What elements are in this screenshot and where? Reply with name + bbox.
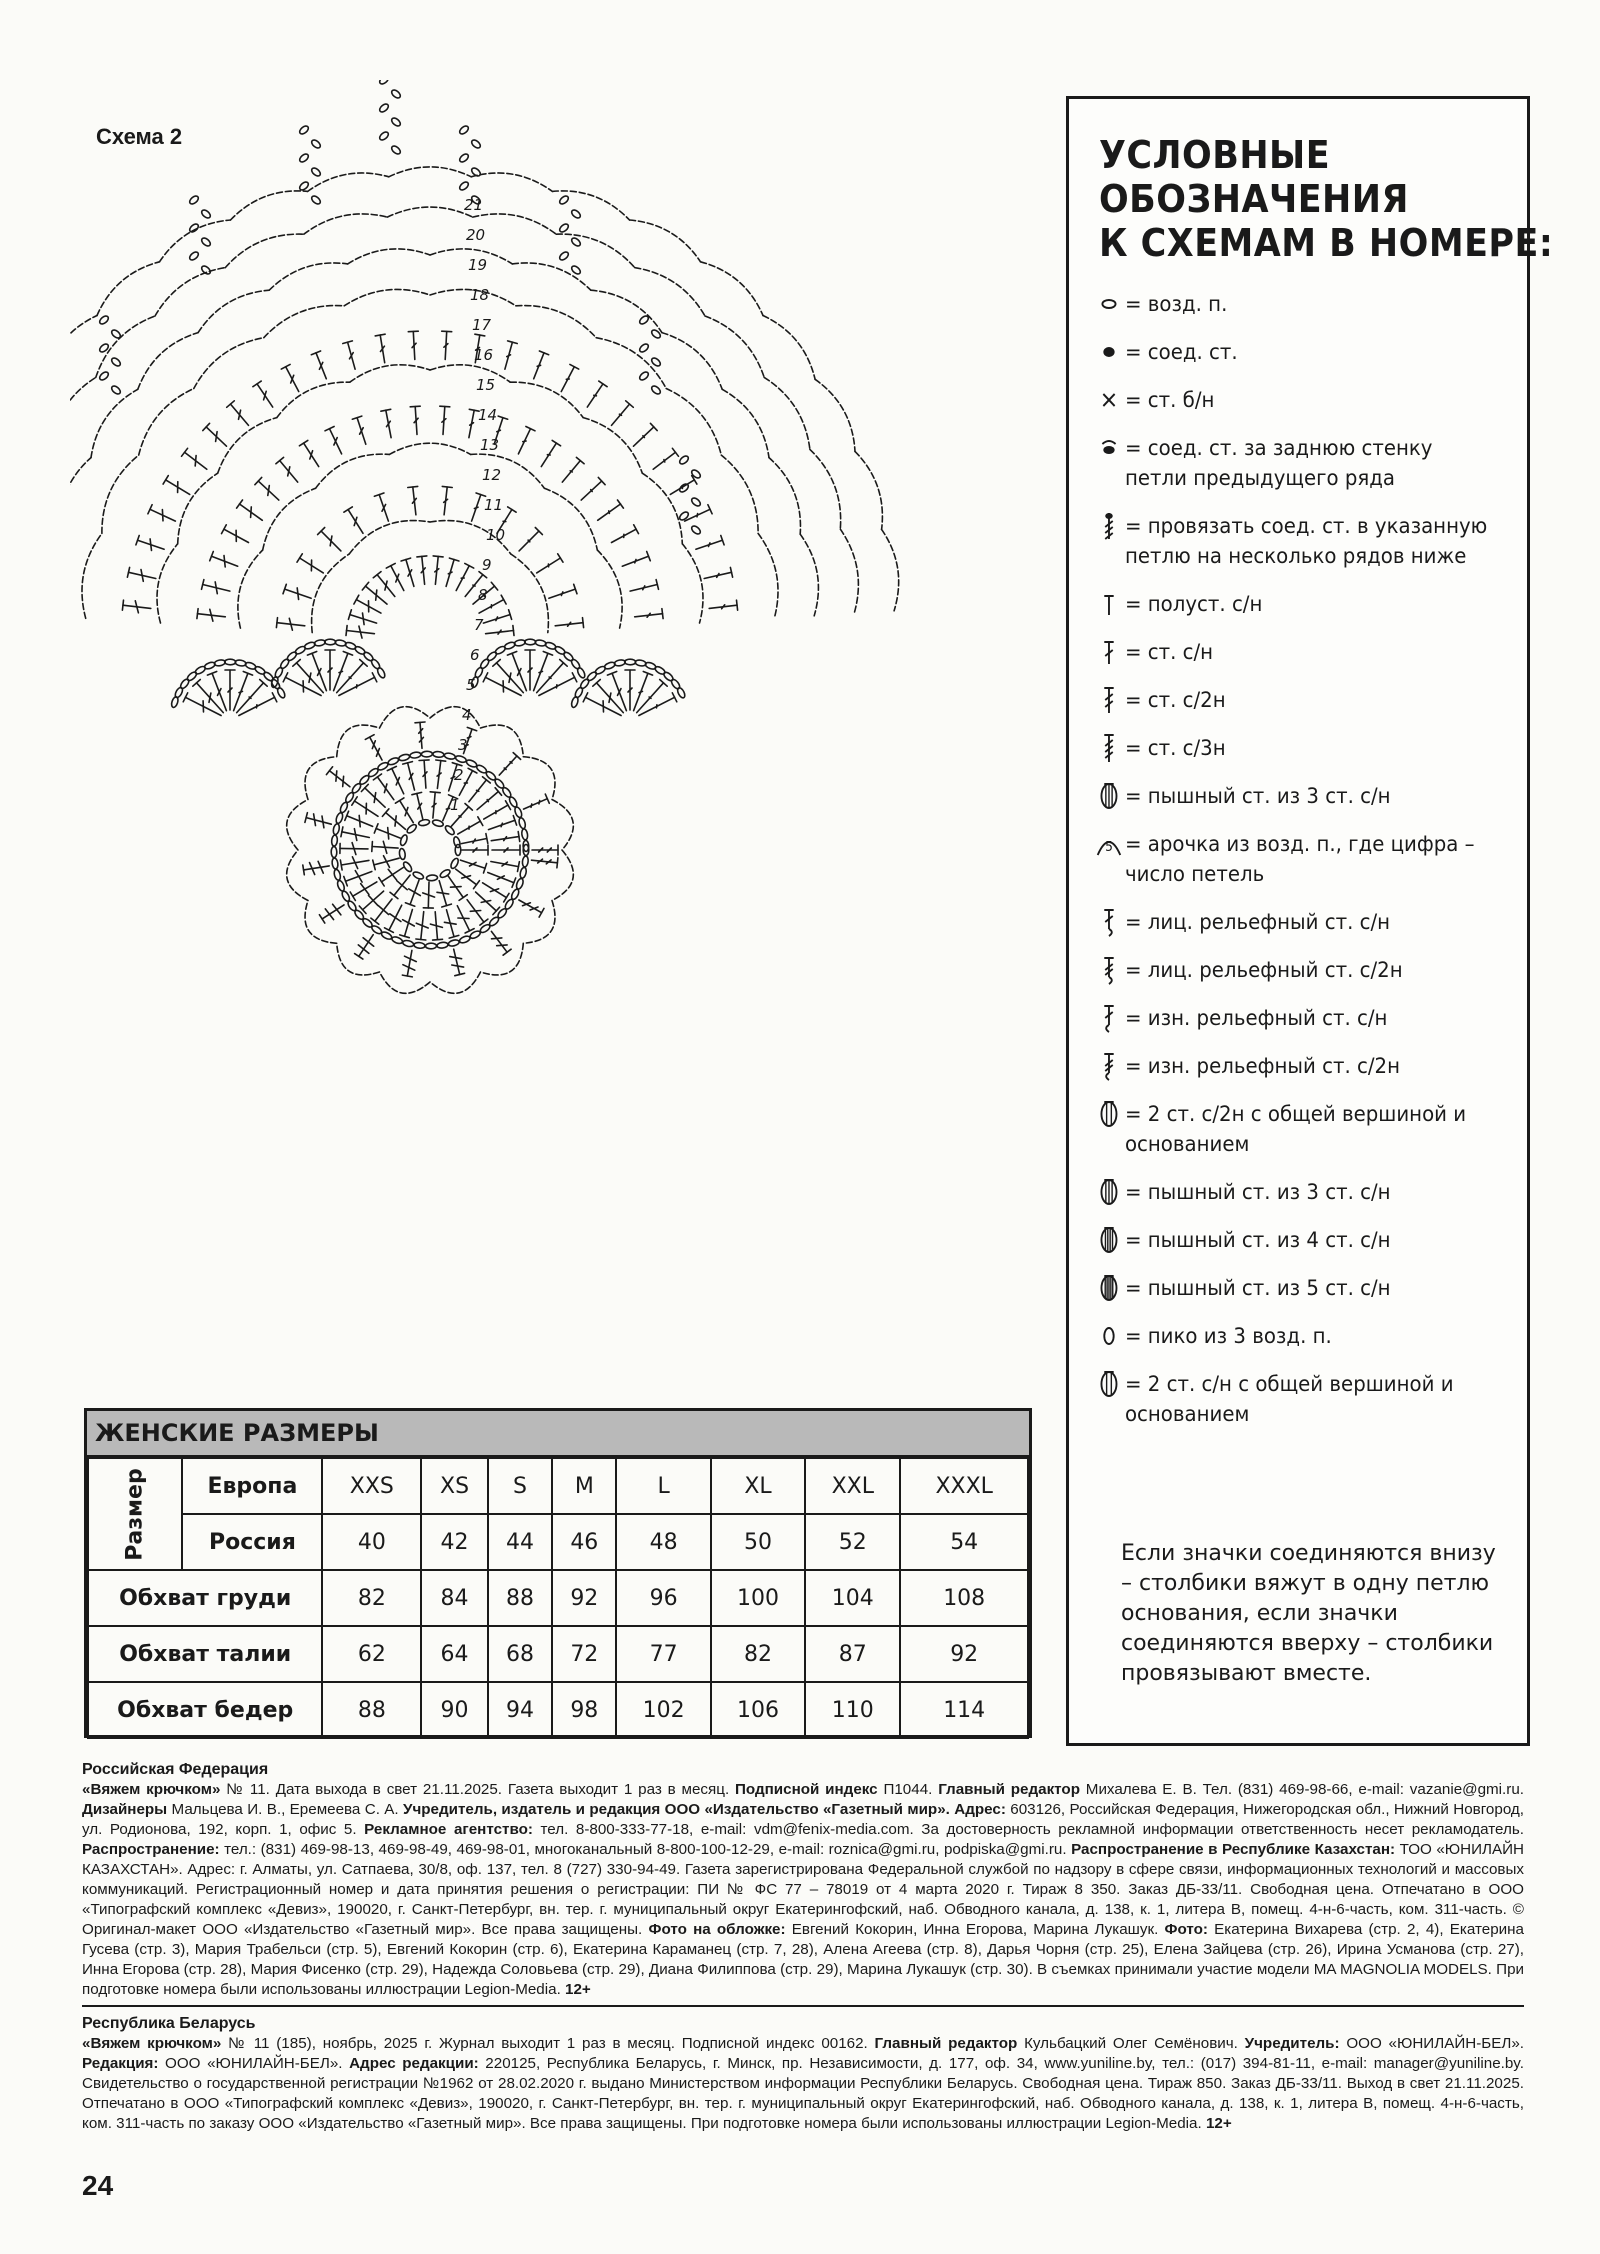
- chain-scallop: [512, 263, 591, 290]
- chain-scallop: [481, 943, 524, 975]
- back-post-tr-icon: [1093, 1051, 1125, 1081]
- size-cell: 50: [711, 1514, 805, 1570]
- size-cell: 88: [322, 1682, 421, 1738]
- legend-item: [1093, 1369, 1497, 1429]
- chain-scallop: [544, 488, 597, 550]
- imprint-segment: Фото:: [1164, 1921, 1208, 1938]
- chain-scallop: [344, 289, 430, 305]
- size-cell: L: [616, 1458, 710, 1514]
- divider: [82, 2005, 1524, 2007]
- size-cell: 72: [552, 1626, 616, 1682]
- size-cell: 46: [552, 1514, 616, 1570]
- chain-scallop: [705, 316, 764, 377]
- imprint-segment: Екатерина Вихарева (стр. 2, 4), Екатерина Гусева (стр. 3), Мария Трабельси (стр. 5), Евгений Кокорин (стр. 6), Екатерина Караманец (стр. 7, 28), Алена Агеева (стр. 8), Дарья Чорня (стр. 25), Елена Зайцева (стр. 26), Ирина Усманова (стр. 27), Инна Егорова (стр. 28), Мария Фисенко (стр. 29), Надежда Соловьева (стр. 29), Диана Филиппова (стр. 29), Марина Лукашук (стр. 30). В съемках принимали участие модели MA MAGNOLIA MODELS. При подготовке номера были использованы иллюстрации Legion-Media.: [82, 1921, 1524, 1998]
- chain-scallop: [287, 800, 308, 851]
- chain-scallop: [840, 529, 858, 613]
- chain-scallop: [810, 449, 841, 529]
- legend-item-text: = ст. с/н: [1124, 640, 1214, 664]
- stitch-fan: [340, 760, 520, 940]
- legend-item: [1093, 433, 1497, 493]
- chain-scallop: [763, 316, 815, 380]
- chain-scallop: [682, 544, 703, 623]
- treble-crochet-icon: [1093, 685, 1125, 715]
- imprint-segment: Адрес:: [954, 1801, 1006, 1818]
- puff-4-icon: [1093, 1225, 1125, 1255]
- pineapple-tip: [458, 124, 482, 205]
- chain-scallop: [305, 901, 337, 944]
- row-number: 18: [470, 286, 490, 304]
- size-cell: 92: [552, 1570, 616, 1626]
- row-number: 17: [472, 316, 492, 334]
- imprint-segment: 603126, Российская Федерация, Нижегородская обл., Нижний Новгород, ул. Родионова, 192, корп. 1, офис 5.: [82, 1801, 1525, 1838]
- row-number: 8: [478, 586, 488, 604]
- legend-item: [1093, 1177, 1497, 1207]
- chain-scallop: [758, 533, 778, 618]
- chain-scallop: [591, 290, 662, 332]
- imprint-segment: ТОО «ЮНИЛАЙН КАЗАХСТАН». Адрес: г. Алматы, ул. Сатпаева, 30/8, оф. 137, тел. 8 (727) 330-94-49. Газета зарегистрирована Федеральной службой по надзору в сфере связи, информационных технологий и массовых коммуникаций. Регистрационный номер и дата принятия решения о регистрации: ПИ № ФС 77 – 78019 от 4 марта 2020 г. Тираж 8 350. Заказ ДБ-33/11. Свободная цена. Отпечатано в ООО «Типографский комплекс «Девиз», 190020, г. Санкт-Петербург, вн. тер. г. муниципальный округ Екатерингофский, наб. Обводного канала, д. 138, к. 1, литера В, помещ. 4-н-6-часть, ком. 311-часть. © Оригинал-макет ООО «Издательство «Газетный мир». Все права защищены.: [82, 1841, 1524, 1938]
- imprint-segment: тел.: (831) 469-98-13, 469-98-49, 469-98-01, многоканальный 8-800-100-12-29, e-mail: roznica@gmi.ru, podpiska@gmi.ru.: [219, 1841, 1072, 1858]
- legend-item: [1093, 1051, 1497, 1081]
- size-row: [88, 1458, 1028, 1514]
- legend-item-text: = изн. рельефный ст. с/2н: [1124, 1054, 1400, 1078]
- legend-box: [1066, 96, 1554, 1746]
- chain-scallop: [389, 443, 470, 454]
- imprint-segment: 220125, Республика Беларусь, г. Минск, пр. Независимости, д. 177, оф. 34, www.yuniline.by, тел.: (017) 394-81-11, e-mail: manager@yuniline.by. Свидетельство о государственной регистрации №1962 от 28.02.2020 г. выдано Министерством информации Республики Беларусь. Свободная цена. Тираж 850. Заказ ДБ-33/11. Выход в свет 21.11.2025. Отпечатано в ООО «Типографский комплекс «Девиз», 190020, г. Санкт-Петербург, вн. тер. г. муниципальный округ Екатерингофский, наб. Обводного канала, д. 138, к. 1, литера В, помещ. 4-н-6-часть, ком. 311-часть по заказу ООО «Издательство «Газетный мир». Все права защищены. При подготовке номера были использованы иллюстрации Legion-Media.: [82, 2055, 1524, 2132]
- legend-item: [1093, 1273, 1497, 1303]
- imprint-russia: [82, 1760, 1524, 2000]
- chain-scallop: [225, 234, 303, 267]
- crochet-diagram: [70, 80, 1060, 1380]
- chain-scallop: [337, 943, 380, 975]
- legend-item-text: = ст. с/3н: [1124, 736, 1226, 760]
- imprint-text: [82, 1780, 1524, 2000]
- legend-title: [1099, 133, 1554, 265]
- legend-item-text: = лиц. рельефный ст. с/н: [1124, 910, 1391, 934]
- legend-item-text: = соед. ст.: [1124, 340, 1238, 364]
- chain-scallop: [231, 191, 308, 220]
- size-cell: 68: [488, 1626, 552, 1682]
- row-number: 21: [464, 196, 484, 214]
- chain-scallop: [855, 451, 882, 529]
- size-row: [88, 1626, 1028, 1682]
- row-number: 16: [474, 346, 494, 364]
- imprint-segment: ООО «ЮНИЛАЙН-БЕЛ».: [1339, 2035, 1524, 2052]
- chain-scallop: [721, 455, 758, 533]
- chain-scallop: [552, 850, 573, 901]
- chain-scallop: [348, 249, 430, 264]
- imprint-segment: Подписной индекс: [734, 1781, 878, 1798]
- imprint-segment: «Вяжем крючком»: [82, 2035, 222, 2052]
- legend-item: [1093, 781, 1497, 811]
- chain-scallop: [666, 389, 721, 456]
- chain-scallop: [82, 533, 102, 618]
- legend-item-text: = 2 ст. с/2н с общей вершиной и основанием: [1124, 1102, 1467, 1156]
- chain-scallop: [198, 290, 269, 332]
- size-cell: 114: [900, 1682, 1028, 1738]
- size-row-label: Европа: [182, 1458, 322, 1514]
- size-cell: M: [552, 1458, 616, 1514]
- pineapple-tip: [298, 124, 322, 205]
- pineapple-tip: [188, 194, 212, 275]
- imprint-belarus: [82, 2014, 1524, 2134]
- imprint-segment: Учредитель, издатель и редакция ООО «Издательство «Газетный мир».: [403, 1801, 950, 1818]
- chain-scallop: [138, 333, 198, 390]
- legend-item-text: = 2 ст. с/н с общей вершиной и основанием: [1124, 1372, 1454, 1426]
- front-post-dc-icon: [1093, 907, 1125, 937]
- row-number: 7: [474, 616, 484, 634]
- spike-slip-stitch-icon: [1093, 511, 1125, 541]
- size-row-label: Обхват бедер: [88, 1682, 322, 1738]
- size-cell: 44: [488, 1514, 552, 1570]
- size-row-label: Обхват талии: [88, 1626, 322, 1682]
- row-number: 15: [476, 376, 496, 394]
- chain-scallop: [596, 338, 666, 389]
- size-row: [88, 1682, 1028, 1738]
- size-cell: 62: [322, 1626, 421, 1682]
- chain-scallop: [194, 338, 264, 389]
- size-cell: 92: [900, 1626, 1028, 1682]
- legend-item: [1093, 907, 1497, 937]
- imprint-segment: тел. 8-800-333-77-18, e-mail: vdm@fenix-media.com. За достоверность рекламной информации ответственность несет рекламодатель.: [532, 1821, 1524, 1838]
- size-vertical-label: [88, 1458, 182, 1570]
- legend-title-line: К СХЕМАМ В НОМЕРЕ:: [1099, 221, 1554, 265]
- chain-scallop: [764, 377, 810, 449]
- imprint-segment: «Вяжем крючком»: [82, 1781, 221, 1798]
- imprint-segment: 12+: [565, 1981, 591, 1998]
- legend-note: Если значки соединяются внизу – столбики вяжут в одну петлю основания, если значки соединяются вверху – столбики провязывают вместе.: [1121, 1541, 1496, 1686]
- stitch-fan: [583, 670, 677, 716]
- size-cell: 90: [421, 1682, 488, 1738]
- chain-scallop: [91, 389, 138, 457]
- size-vertical-text: Размер: [122, 1467, 148, 1561]
- chain-scallop: [70, 377, 96, 449]
- chain-scallop: [722, 389, 769, 457]
- chain-scallop: [597, 550, 622, 628]
- row-number: 20: [466, 226, 486, 244]
- chain-scallop: [389, 167, 471, 177]
- half-double-crochet-icon: [1093, 589, 1125, 619]
- chain-scallop: [337, 725, 380, 757]
- legend-item-text: = арочка из возд. п., где цифра – число петель: [1124, 832, 1475, 886]
- chain-scallop: [96, 316, 155, 377]
- legend-item: [1093, 955, 1497, 985]
- size-cell: 106: [711, 1682, 805, 1738]
- puff-5-icon: [1093, 1273, 1125, 1303]
- picot-icon: [1093, 1321, 1125, 1351]
- chain-scallop: [269, 263, 348, 290]
- imprint-segment: 12+: [1205, 2115, 1232, 2132]
- back-post-dc-icon: [1093, 1003, 1125, 1033]
- legend-title-line: ОБОЗНАЧЕНИЯ: [1099, 177, 1409, 221]
- size-cell: S: [488, 1458, 552, 1514]
- imprint-segment: П1044.: [877, 1781, 939, 1798]
- chain-scallop: [800, 534, 818, 616]
- size-cell: 88: [488, 1570, 552, 1626]
- chain-scallop: [882, 529, 899, 610]
- legend-item-text: = изн. рельефный ст. с/н: [1124, 1006, 1388, 1030]
- imprint-segment: Распространение в Республике Казахстан:: [1071, 1841, 1396, 1858]
- chain-scallop: [815, 379, 855, 451]
- row-number: 5: [466, 676, 476, 694]
- chain-scallop: [349, 521, 430, 554]
- double-crochet-icon: [1093, 637, 1125, 667]
- stitch-fan: [197, 406, 663, 621]
- size-cell: XXL: [805, 1458, 900, 1514]
- pineapple-tip: [378, 80, 402, 156]
- two-dc-cluster-icon: [1093, 1369, 1125, 1399]
- size-cell: 108: [900, 1570, 1028, 1626]
- chain-scallop: [304, 214, 388, 234]
- chain-scallop: [523, 757, 555, 800]
- legend-item-text: = ст. с/2н: [1124, 688, 1226, 712]
- chain-scallop: [769, 458, 800, 535]
- legend-item: [1093, 733, 1497, 763]
- page-number: 24: [82, 2170, 114, 2201]
- scheme-label: Схема 2: [96, 124, 183, 149]
- size-cell: XXS: [322, 1458, 421, 1514]
- size-cell: 96: [616, 1570, 710, 1626]
- imprint-segment: Редакция:: [82, 2055, 159, 2072]
- chain-scallop: [430, 707, 481, 728]
- row-number: 4: [462, 706, 472, 724]
- row-number: 6: [470, 646, 480, 664]
- chain-scallop: [481, 725, 524, 757]
- row-number: 19: [468, 256, 488, 274]
- back-loop-slip-stitch-icon: [1093, 433, 1125, 463]
- imprint-segment: Рекламное агентство:: [364, 1821, 533, 1838]
- legend-item-text: = пышный ст. из 5 ст. с/н: [1124, 1276, 1391, 1300]
- legend-items: [1093, 289, 1523, 1447]
- legend-item: [1093, 385, 1497, 415]
- legend-title-line: УСЛОВНЫЕ: [1099, 133, 1331, 177]
- stitch-fan: [483, 650, 577, 696]
- chain-scallop: [264, 306, 344, 338]
- size-cell: 82: [322, 1570, 421, 1626]
- imprint-segment: Распространение:: [82, 1841, 220, 1858]
- legend-item: [1093, 1003, 1497, 1033]
- size-cell: XS: [421, 1458, 488, 1514]
- size-row-label: Обхват груди: [88, 1570, 322, 1626]
- size-cell: XXXL: [900, 1458, 1028, 1514]
- chain-arch-icon: [1093, 829, 1125, 859]
- row-number: 9: [482, 556, 492, 574]
- chain-scallop: [523, 901, 555, 944]
- legend-item-text: = пышный ст. из 4 ст. с/н: [1124, 1228, 1391, 1252]
- pineapple-tip: [638, 314, 662, 395]
- size-cell: 82: [711, 1626, 805, 1682]
- row-number: 3: [458, 736, 468, 754]
- pineapple-tip: [678, 454, 702, 535]
- chain-scallop: [473, 214, 557, 234]
- chain-scallop: [642, 473, 682, 544]
- chain-scallop: [316, 454, 390, 488]
- imprint-segment: Учредитель:: [1244, 2035, 1340, 2052]
- size-table: [84, 1408, 1032, 1738]
- single-crochet-icon: [1093, 385, 1125, 415]
- row-number: 2: [454, 766, 464, 784]
- chain-scallop: [387, 207, 472, 217]
- legend-item-text: = провязать соед. ст. в указанную петлю на несколько рядов ниже: [1124, 514, 1488, 568]
- two-tr-cluster-icon: [1093, 1099, 1125, 1129]
- imprint-heading: Республика Беларусь: [82, 2015, 256, 2032]
- chain-scallop: [350, 365, 430, 382]
- chain-scallop: [556, 234, 635, 267]
- row-number: 11: [484, 496, 504, 514]
- double-treble-crochet-icon: [1093, 733, 1125, 763]
- chain-scallop: [516, 306, 596, 338]
- chain-scallop: [70, 316, 97, 380]
- legend-item-text: = лиц. рельефный ст. с/2н: [1124, 958, 1403, 982]
- legend-item: [1093, 829, 1497, 889]
- stitch-fan: [183, 670, 277, 716]
- imprint-segment: Главный редактор: [874, 2035, 1018, 2052]
- chain-scallop: [510, 382, 583, 417]
- legend-item: [1093, 1225, 1497, 1255]
- front-post-tr-icon: [1093, 955, 1125, 985]
- imprint-segment: Евгений Кокорин, Инна Егорова, Марина Лукашук.: [785, 1921, 1165, 1938]
- legend-item: [1093, 1099, 1497, 1159]
- size-cell: 64: [421, 1626, 488, 1682]
- chain-scallop: [662, 333, 722, 390]
- stitch-fan: [372, 792, 488, 908]
- chain-scallop: [312, 554, 350, 633]
- imprint-heading: Российская Федерация: [82, 1761, 269, 1778]
- stitch-fan: [276, 486, 583, 630]
- legend-item: [1093, 589, 1497, 619]
- legend-item: [1093, 1321, 1497, 1351]
- svg-text:5: 5: [1105, 838, 1113, 855]
- legend-item-text: = пышный ст. из 3 ст. с/н: [1124, 784, 1391, 808]
- chain-scallop: [263, 488, 316, 550]
- size-cell: 42: [421, 1514, 488, 1570]
- size-row: [88, 1514, 1028, 1570]
- imprint-segment: Главный редактор: [938, 1781, 1080, 1798]
- chain-scallop: [277, 382, 350, 417]
- legend-item-text: = возд. п.: [1124, 292, 1228, 316]
- size-cell: 98: [552, 1682, 616, 1738]
- size-cell: 54: [900, 1514, 1028, 1570]
- imprint-segment: ООО «ЮНИЛАЙН-БЕЛ».: [158, 2055, 350, 2072]
- chain-scallop: [552, 800, 573, 851]
- chain-scallop: [155, 268, 225, 316]
- size-row-label: Россия: [182, 1514, 322, 1570]
- chain-scallop: [552, 191, 629, 220]
- imprint-segment: Адрес редакции:: [349, 2055, 479, 2072]
- puff-3-icon: [1093, 1177, 1125, 1207]
- legend-item-text: = соед. ст. за заднюю стенку петли предыдущего ряда: [1124, 436, 1433, 490]
- size-cell: 77: [616, 1626, 710, 1682]
- legend-item-text: = полуст. с/н: [1124, 592, 1263, 616]
- size-grid: [87, 1457, 1029, 1739]
- slip-stitch-icon: [1093, 337, 1125, 367]
- chain-scallop: [511, 554, 549, 633]
- chain-scallop: [102, 455, 139, 533]
- row-number: 1: [450, 796, 460, 814]
- legend-item: [1093, 289, 1497, 319]
- stitch-fan: [283, 650, 377, 696]
- chain-scallop: [635, 268, 705, 316]
- chain-scallop: [630, 220, 701, 262]
- size-cell: 48: [616, 1514, 710, 1570]
- row-number: 10: [486, 526, 506, 544]
- size-cell: 104: [805, 1570, 900, 1626]
- chain-scallop: [701, 262, 764, 316]
- chain-scallop: [70, 458, 91, 535]
- chain-arc: [399, 819, 461, 881]
- imprint-segment: Кульбацкий Олег Семёнович.: [1017, 2035, 1245, 2052]
- size-cell: 87: [805, 1626, 900, 1682]
- chain-scallop: [471, 173, 552, 191]
- legend-item-text: = пико из 3 возд. п.: [1124, 1324, 1332, 1348]
- chain-scallop: [178, 473, 218, 544]
- chain-scallop: [160, 220, 231, 262]
- chain-scallop: [97, 262, 160, 316]
- legend-item: [1093, 685, 1497, 715]
- legend-item-text: = пышный ст. из 3 ст. с/н: [1124, 1180, 1391, 1204]
- chain-scallop: [380, 707, 431, 728]
- legend-item: [1093, 637, 1497, 667]
- imprint-segment: Михалева Е. В. Тел. (831) 469-98-66, e-mail: vazanie@gmi.ru.: [1079, 1781, 1524, 1798]
- chain-scallop: [139, 389, 194, 456]
- imprint-segment: № 11 (185), ноябрь, 2025 г. Журнал выходит 1 раз в месяц. Подписной индекс 00162.: [221, 2035, 875, 2052]
- size-cell: 100: [711, 1570, 805, 1626]
- size-cell: 102: [616, 1682, 710, 1738]
- legend-item: [1093, 511, 1497, 571]
- legend-item-text: = ст. б/н: [1124, 388, 1215, 412]
- row-number: 13: [480, 436, 500, 454]
- size-table-title: ЖЕНСКИЕ РАЗМЕРЫ: [87, 1411, 1029, 1457]
- imprint-segment: Дизайнеры: [82, 1801, 168, 1818]
- pineapple-tip: [98, 314, 122, 395]
- chain-stitch-icon: [1093, 289, 1125, 319]
- row-number: 14: [478, 406, 498, 424]
- diagram-strokes: [70, 80, 899, 993]
- size-cell: XL: [711, 1458, 805, 1514]
- size-cell: 84: [421, 1570, 488, 1626]
- size-row: [88, 1570, 1028, 1626]
- size-cell: 94: [488, 1682, 552, 1738]
- size-cell: 110: [805, 1682, 900, 1738]
- stitch-fan: [122, 331, 737, 613]
- chain-scallop: [430, 365, 510, 382]
- chain-scallop: [305, 757, 337, 800]
- imprint-text: [82, 2034, 1524, 2134]
- imprint-segment: № 11. Дата выхода в свет 21.11.2025. Газета выходит 1 раз в месяц.: [220, 1781, 735, 1798]
- size-cell: 40: [322, 1514, 421, 1570]
- imprint-segment: Мальцева И. В., Еремеева С. А.: [167, 1801, 404, 1818]
- legend-item: [1093, 337, 1497, 367]
- chain-scallop: [157, 544, 178, 623]
- puff-3-treble-icon: [1093, 781, 1125, 811]
- chain-scallop: [238, 550, 263, 628]
- imprint-segment: Фото на обложке:: [648, 1921, 786, 1938]
- size-cell: 52: [805, 1514, 900, 1570]
- row-number: 12: [482, 466, 502, 484]
